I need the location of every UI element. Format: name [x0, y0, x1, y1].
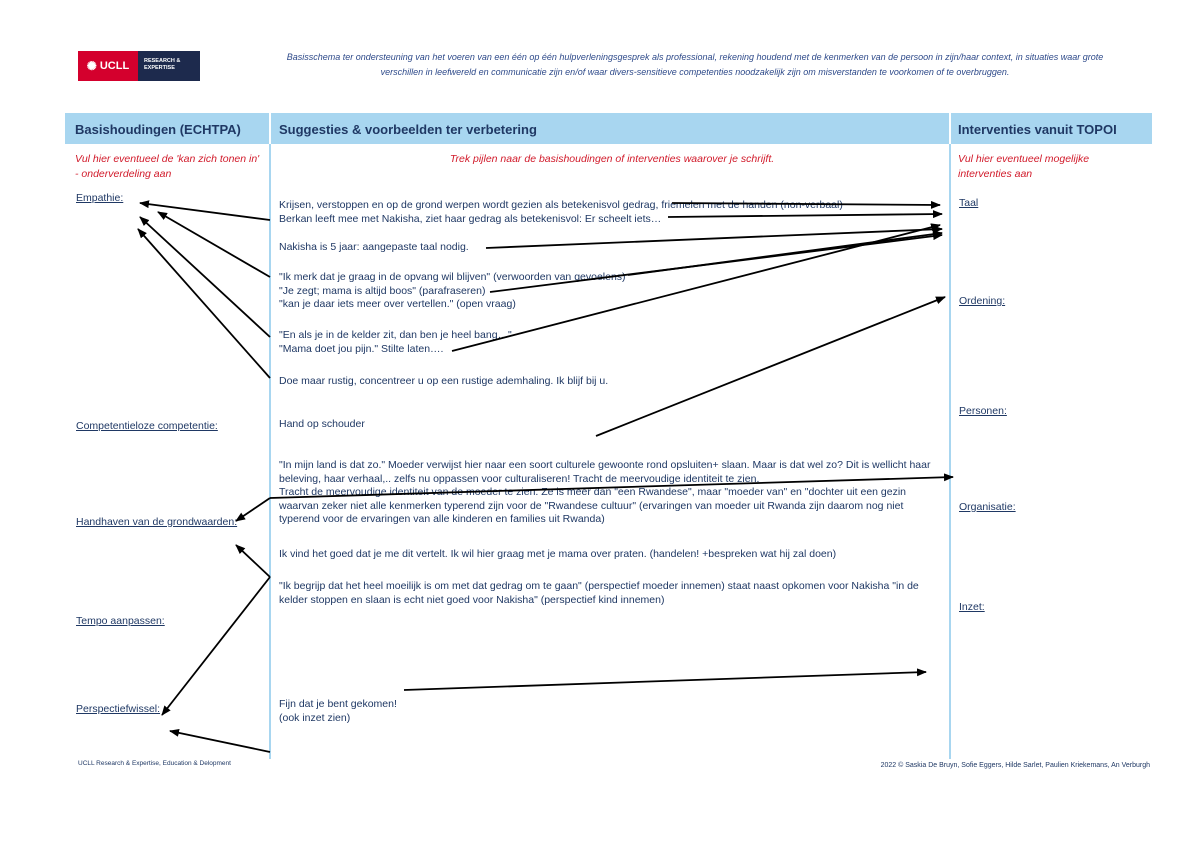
example-block-6 — [279, 418, 949, 432]
example-block-10 — [279, 698, 949, 725]
example-text: "Ik begrijp dat het heel moeilijk is om met dat gedrag om te gaan" (perspectief moeder innemen) staat naast opkomen voor Nakisha "in de — [279, 580, 919, 592]
example-text: Nakisha is 5 jaar: aangepaste taal nodig. — [279, 241, 469, 253]
example-block-1 — [279, 199, 949, 226]
example-block-9 — [279, 580, 949, 607]
logo-unit-line2: EXPERTISE — [144, 65, 175, 71]
example-text: "In mijn land is dat zo." Moeder verwijst hier naar een soort culturele gewoonte rond opsluiten+ slaan. Maar is dat wel zo? Dit is wellicht haar — [279, 459, 931, 471]
example-block-3 — [279, 271, 949, 312]
label-handhaven-grondwaarden: Handhaven van de grondwaarden: — [76, 516, 238, 528]
logo-brand-text: UCLL — [99, 60, 130, 72]
example-block-5 — [279, 375, 949, 389]
ucll-emblem-icon: ✺ — [86, 59, 97, 73]
example-block-7 — [279, 459, 949, 527]
label-personen: Personen: — [959, 405, 1007, 417]
example-text: (ook inzet zien) — [279, 711, 351, 724]
hint-left: Vul hier eventueel de 'kan zich tonen in' - onderverdeling aan — [75, 153, 260, 180]
example-text: waarvan zeker niet alle kenmerken typerend zijn voor de "Rwandese cultuur" (ervaringen van moeder uit Rwanda zijn daarom nog niet — [279, 499, 904, 512]
logo-unit-line1: RESEARCH & — [144, 58, 181, 64]
label-taal: Taal — [959, 197, 979, 209]
example-text: Fijn dat je bent gekomen! — [279, 698, 397, 710]
description-line1: Basisschema ter ondersteuning van het voeren van een één op één hulpverleningsgesprek als professional, rekening houdend met de kenmerken van de persoon in zijn/haar context, in situaties waar grote — [286, 52, 1104, 62]
footer-left: UCLL Research & Expertise, Education & Delopment — [78, 760, 231, 767]
example-text: Tracht de meervoudige identiteit van de moeder te zien. Ze is meer dan "een Rwandese", maar "moeder van" en "dochter uit een gezin — [279, 486, 907, 498]
column-divider-1 — [269, 144, 271, 759]
ucll-logo — [78, 51, 200, 81]
label-perspectiefwissel: Perspectiefwissel: — [76, 703, 161, 715]
label-empathie: Empathie: — [76, 192, 124, 204]
example-block-4 — [279, 329, 949, 356]
column-title-right: Interventies vanuit TOPOI — [958, 122, 1117, 137]
label-organisatie: Organisatie: — [959, 501, 1016, 513]
footer-copyright: 2022 © Saskia De Bruyn, Sofie Eggers, Hilde Sarlet, Paulien Kriekemans, An Verburgh — [880, 762, 1150, 769]
hint-middle: Trek pijlen naar de basishoudingen of interventies waarover je schrijft. — [449, 153, 775, 165]
example-block-8 — [279, 548, 949, 562]
example-text: Hand op schouder — [279, 418, 365, 430]
example-text: Krijsen, verstoppen en op de grond werpen wordt gezien als betekenisvol gedrag, friemelen met de handen (non-verbaal) — [279, 199, 843, 211]
example-text: Doe maar rustig, concentreer u op een rustige ademhaling. Ik blijf bij u. — [279, 375, 609, 387]
example-text: beleving, haar verhaal,.. zelfs nu oppassen voor culturaliseren! Tracht de meervoudige identiteit te zien. — [279, 472, 760, 485]
example-text: "kan je daar iets meer over vertellen." (open vraag) — [279, 298, 516, 310]
label-tempo-aanpassen: Tempo aanpassen: — [76, 615, 165, 627]
label-inzet: Inzet: — [959, 601, 985, 613]
example-text: "En als je in de kelder zit, dan ben je heel bang…" — [279, 329, 512, 341]
column-title-left: Basishoudingen (ECHTPA) — [75, 122, 241, 137]
example-text: "Ik merk dat je graag in de opvang wil blijven" (verwoorden van gevoelens) — [279, 271, 626, 283]
logo-brand-block — [78, 51, 138, 81]
description-line2: verschillen in leefwereld en communicatie zijn en/of waar divers-sensitieve competenties noodzakelijk zijn om misverstanden te voorkomen of te overbruggen. — [380, 67, 1010, 77]
page-description — [215, 50, 1175, 80]
hint-right: Vul hier eventueel mogelijke interventies aan — [958, 153, 1090, 180]
example-text: kelder stoppen en slaan is echt niet goed voor Nakisha" (perspectief kind innemen) — [279, 593, 665, 606]
column-divider-2 — [949, 144, 951, 759]
column-title-middle: Suggesties & voorbeelden ter verbetering — [279, 122, 537, 137]
label-ordening: Ordening: — [959, 295, 1006, 307]
example-text: Berkan leeft mee met Nakisha, ziet haar gedrag als betekenisvol: Er scheelt iets… — [279, 212, 662, 225]
example-block-2 — [279, 241, 949, 255]
example-text: Ik vind het goed dat je me dit vertelt. Ik wil hier graag met je mama over praten. (handelen! +bespreken wat hij zal doen) — [279, 548, 837, 560]
example-text: "Mama doet jou pijn." Stilte laten…. — [279, 342, 444, 355]
logo-unit-block — [138, 51, 200, 81]
label-competentieloze-competentie: Competentieloze competentie: — [76, 420, 218, 432]
example-text: "Je zegt; mama is altijd boos" (parafraseren) — [279, 284, 486, 297]
example-text: typerend voor de ervaringen van alle kinderen en families uit Rwanda) — [279, 513, 605, 525]
